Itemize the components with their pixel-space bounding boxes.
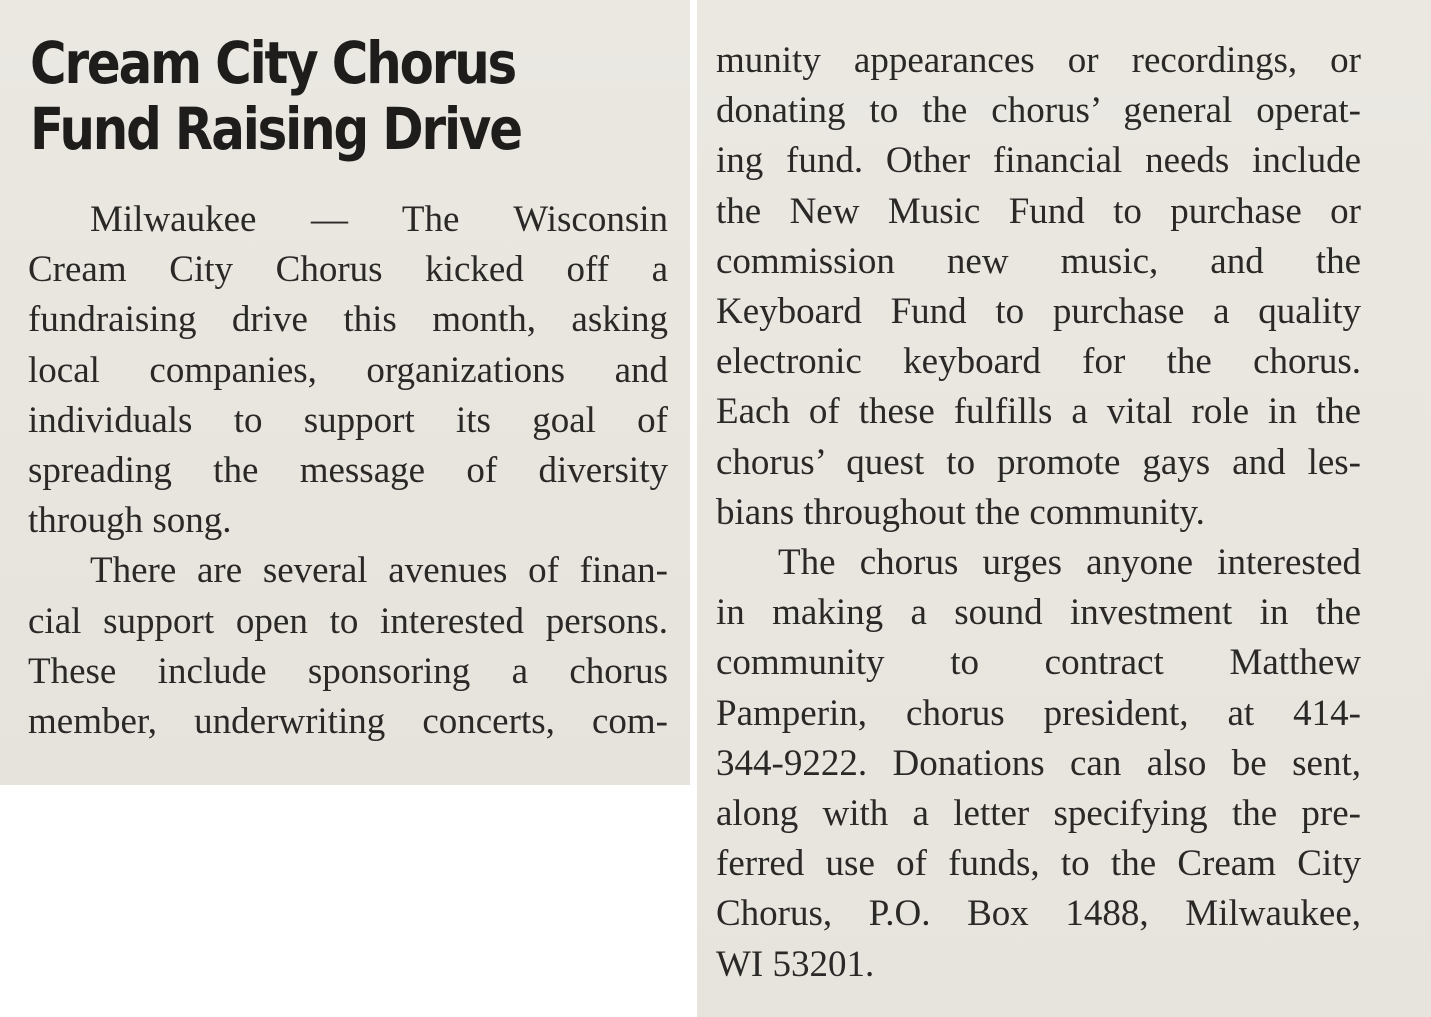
text-line: Keyboard Fund to purchase a quality	[716, 291, 1361, 333]
text-line: in making a sound investment in the	[716, 592, 1361, 634]
text-line: bians throughout the community.	[716, 491, 1205, 533]
headline-line: Fund Raising Drive	[30, 95, 521, 163]
text-line: member, underwriting concerts, com-	[28, 701, 668, 743]
article-clipping-left	[0, 0, 690, 785]
text-line: chorus’ quest to promote gays and les-	[716, 441, 1361, 483]
text-line: 344-9222. Donations can also be sent,	[716, 742, 1361, 784]
text-line: munity appearances or recordings, or	[716, 40, 1361, 81]
text-line: fundraising drive this month, asking	[28, 299, 668, 341]
text-line: ferred use of funds, to the Cream City	[716, 843, 1361, 885]
text-line: cial support open to interested persons.	[28, 600, 668, 642]
left-column-text	[28, 195, 668, 747]
article-clipping-right	[697, 0, 1431, 1017]
headline-line: Cream City Chorus	[30, 29, 516, 97]
text-line: commission new music, and the	[716, 240, 1361, 282]
text-line: electronic keyboard for the chorus.	[716, 341, 1361, 383]
text-line: WI 53201.	[716, 943, 875, 985]
text-line: These include sponsoring a chorus	[28, 650, 668, 692]
text-line: Chorus, P.O. Box 1488, Milwaukee,	[716, 893, 1361, 935]
text-line: Cream City Chorus kicked off a	[28, 249, 668, 291]
text-line: individuals to support its goal of	[28, 399, 668, 441]
text-line: through song.	[28, 500, 232, 542]
text-line: The chorus urges anyone interested	[778, 542, 1361, 584]
text-line: ing fund. Other financial needs include	[716, 140, 1361, 182]
right-column-text	[716, 36, 1361, 990]
text-line: the New Music Fund to purchase or	[716, 190, 1361, 232]
text-line: community to contract Matthew	[716, 642, 1361, 684]
text-line: Each of these fulfills a vital role in the	[716, 391, 1361, 433]
text-line: donating to the chorus’ general operat-	[716, 90, 1361, 132]
text-line: spreading the message of diversity	[28, 450, 668, 492]
article-headline	[30, 30, 521, 162]
text-line: along with a letter specifying the pre-	[716, 793, 1361, 835]
text-line: Pamperin, chorus president, at 414-	[716, 692, 1361, 734]
text-line: There are several avenues of finan-	[90, 550, 668, 592]
text-line: local companies, organizations and	[28, 349, 668, 391]
text-line: Milwaukee — The Wisconsin	[90, 199, 668, 240]
